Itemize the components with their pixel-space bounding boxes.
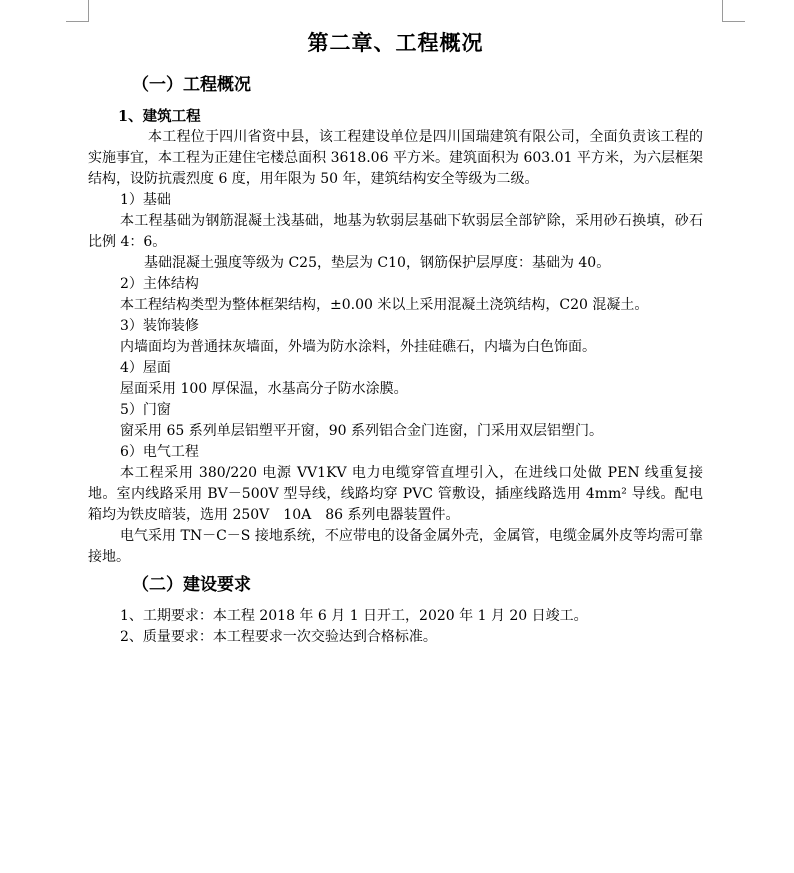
- page-corner-mark-top-left: [66, 0, 89, 22]
- item-label-foundation: 1）基础: [120, 192, 171, 208]
- intro-paragraph: 本工程位于四川省资中县，该工程建设单位是四川国瑞建筑有限公司，全面负责该工程的实施事宜，本工程为正建住宅楼总面积 3618.06 平方米。建筑面积为 603.01 平方米，为六层框架结构，设防抗震烈度 6 度，用年限为 50 年，建筑结构安全等级为二级。: [88, 129, 703, 187]
- page-corner-mark-top-right: [722, 0, 745, 22]
- main-structure-paragraph: 本工程结构类型为整体框架结构，±0.00 米以上采用混凝土浇筑结构，C20 混凝土。: [120, 297, 649, 313]
- chapter-title: 第二章、工程概况: [307, 30, 484, 55]
- electrical-paragraph-1: 本工程采用 380/220 电源 VV1KV 电力电缆穿管直埋引入，在进线口处做 PEN 线重复接地。室内线路采用 BV－500V 型导线，线路均穿 PVC 管敷设，插座线路选用 4mm² 导线。配电箱均为铁皮暗装，选用 250V 10A 86 系列电器装置件。: [88, 465, 703, 523]
- item-label-electrical: 6）电气工程: [120, 444, 199, 460]
- item-label-main-structure: 2）主体结构: [120, 276, 199, 292]
- electrical-paragraph-2: 电气采用 TN－C－S 接地系统，不应带电的设备金属外壳，金属管，电缆金属外皮等均需可靠接地。: [88, 528, 703, 565]
- item-label-roof: 4）屋面: [120, 360, 171, 376]
- subsection-heading-building: 1、建筑工程: [118, 108, 201, 125]
- decoration-paragraph: 内墙面均为普通抹灰墙面，外墙为防水涂料，外挂硅礁石，内墙为白色饰面。: [120, 339, 596, 355]
- section-heading-requirements: （二）建设要求: [132, 575, 251, 595]
- foundation-paragraph-1: 本工程基础为钢筋混凝土浅基础，地基为软弱层基础下软弱层全部铲除，采用砂石换填，砂石比例 4：6。: [88, 213, 703, 250]
- item-label-doors-windows: 5）门窗: [120, 402, 171, 418]
- requirement-item-quality: 2、质量要求：本工程要求一次交验达到合格标准。: [120, 629, 437, 645]
- section-heading-overview: （一）工程概况: [132, 75, 251, 95]
- requirement-item-schedule: 1、工期要求：本工程 2018 年 6 月 1 日开工，2020 年 1 月 20 日竣工。: [120, 608, 588, 624]
- foundation-paragraph-2: 基础混凝土强度等级为 C25，垫层为 C10，钢筋保护层厚度：基础为 40。: [144, 255, 611, 271]
- item-label-decoration: 3）装饰装修: [120, 318, 199, 334]
- doors-windows-paragraph: 窗采用 65 系列单层铝塑平开窗，90 系列铝合金门连窗，门采用双层铝塑门。: [120, 423, 603, 439]
- roof-paragraph: 屋面采用 100 厚保温，水基高分子防水涂膜。: [120, 381, 408, 397]
